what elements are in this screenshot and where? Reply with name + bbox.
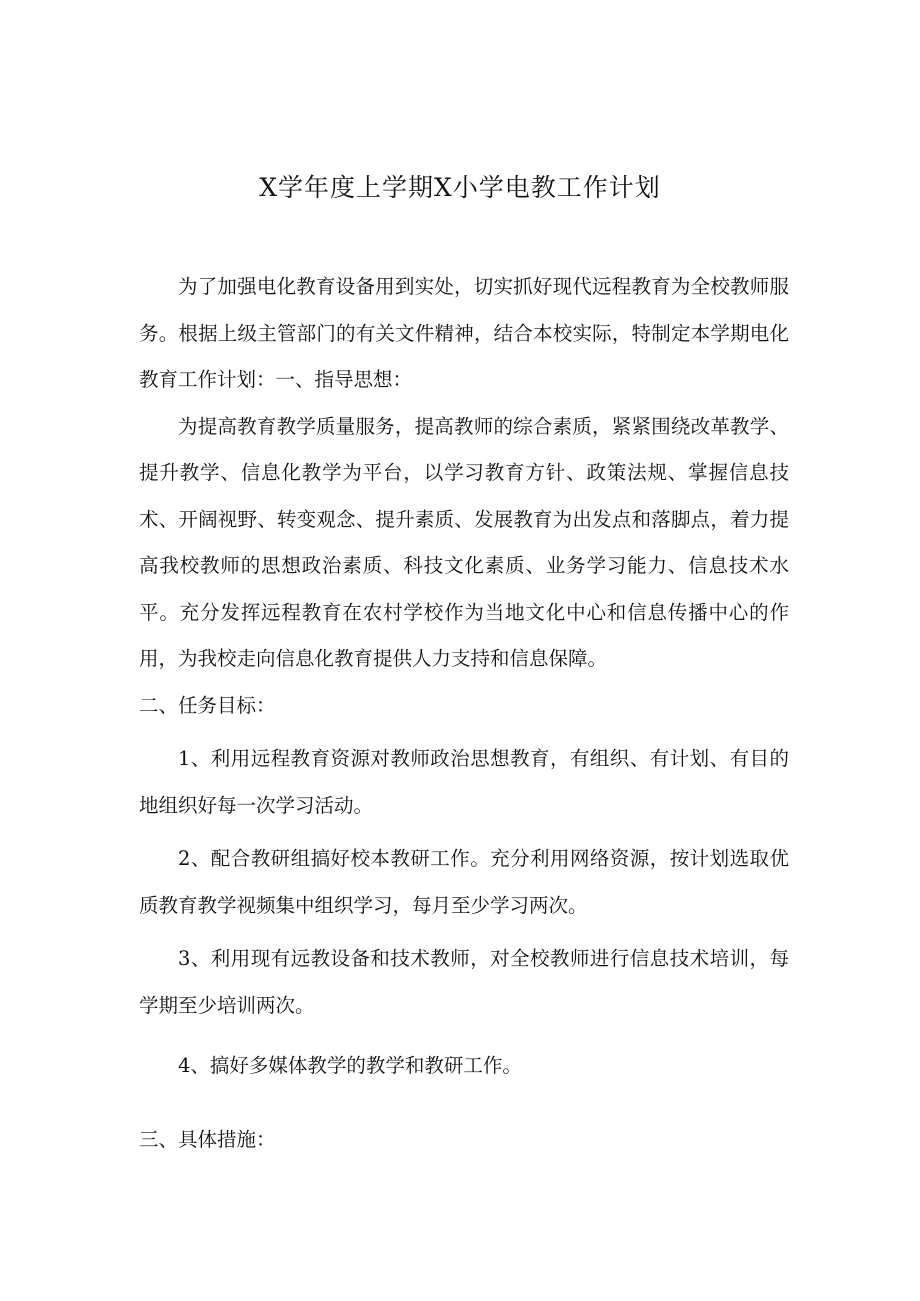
document-body	[139, 264, 789, 1163]
goal-item-1: 1、利用远程教育资源对教师政治思想教育，有组织、有计划、有目的地组织好每一次学习活动。	[139, 747, 789, 817]
goal-item-2: 2、配合教研组搞好校本教研工作。充分利用网络资源，按计划选取优质教育教学视频集中组织学习，每月至少学习两次。	[139, 847, 789, 917]
document-title: X学年度上学期X小学电教工作计划	[259, 173, 661, 202]
section-heading-goals: 二、任务目标：	[139, 693, 276, 717]
guiding-ideology-paragraph: 为提高教育教学质量服务，提高教师的综合素质，紧紧围绕改革教学、提升教学、信息化教学为平台，以学习教育方针、政策法规、掌握信息技术、开阔视野、转变观念、提升素质、发展教育为出发点和落脚点，着力提高我校教师的思想政治素质、科技文化素质、业务学习能力、信息技术水平。充分发挥远程教育在农村学校作为当地文化中心和信息传播中心的作用，为我校走向信息化教育提供人力支持和信息保障。	[139, 414, 789, 670]
goal-item-3: 3、利用现有远教设备和技术教师，对全校教师进行信息技术培训，每学期至少培训两次。	[139, 947, 789, 1017]
intro-paragraph: 为了加强电化教育设备用到实处，切实抓好现代远程教育为全校教师服务。根据上级主管部门的有关文件精神，结合本校实际，特制定本学期电化教育工作计划：一、指导思想：	[139, 275, 789, 391]
goal-item-4: 4、搞好多媒体教学的教学和教研工作。	[178, 1054, 522, 1077]
section-heading-measures: 三、具体措施：	[139, 1127, 276, 1151]
